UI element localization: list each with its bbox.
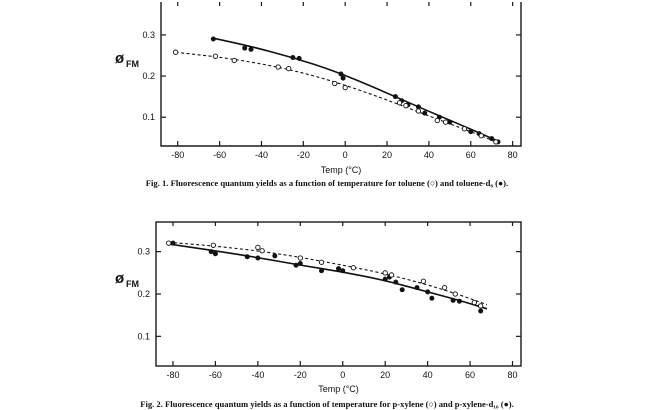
x-tick-label: 0 (340, 370, 346, 380)
open-data-point (173, 50, 177, 54)
open-data-point (443, 120, 447, 124)
x-axis-label: Temp (°C) (318, 384, 359, 394)
x-tick-label: -40 (254, 150, 268, 160)
y-tick-label: 0.1 (137, 331, 150, 342)
open-data-point (232, 58, 236, 62)
filled-data-point (336, 266, 340, 270)
open-data-point (333, 81, 337, 85)
filled-data-point (291, 55, 295, 59)
open-data-point (397, 101, 401, 105)
filled-data-point (339, 72, 343, 76)
x-tick-label: 80 (507, 150, 518, 160)
filled-data-point (383, 277, 387, 281)
x-tick-label: 20 (382, 150, 393, 160)
open-data-point (276, 65, 280, 69)
open-data-point (256, 245, 260, 249)
filled-data-point (298, 261, 302, 265)
x-tick-label: -20 (296, 150, 310, 160)
y-tick-label: 0.3 (137, 246, 150, 257)
filled-data-point (489, 136, 493, 140)
x-tick-label: -60 (208, 370, 222, 380)
filled-data-point (400, 288, 404, 292)
filled-data-point (213, 252, 217, 256)
open-data-point (479, 134, 483, 138)
filled-data-point (243, 46, 247, 50)
plot-frame (156, 222, 521, 366)
y-tick-label: 0.1 (142, 112, 155, 123)
figure-caption: Fig. 1. Fluorescence quantum yields as a function of temperature for toluene (○) and toluene-d₈ (●). (145, 178, 509, 188)
open-data-point (416, 109, 420, 113)
x-tick-label: 0 (342, 150, 348, 160)
open-data-point (286, 66, 290, 70)
filled-data-point (430, 296, 434, 300)
open-data-point (389, 273, 393, 277)
x-tick-label: -80 (166, 370, 180, 380)
open-data-point (442, 285, 446, 289)
open-data-point (319, 260, 323, 264)
filled-data-point (341, 269, 345, 273)
filled-data-point (273, 254, 277, 258)
x-axis-label: Temp (°C) (320, 165, 362, 175)
x-tick-label: 40 (422, 370, 433, 380)
x-tick-label: -20 (293, 370, 307, 380)
filled-data-point (256, 256, 260, 260)
filled-data-point (425, 290, 429, 294)
y-axis-label: ø (115, 50, 125, 67)
filled-data-point (451, 298, 455, 302)
chart-2 (115, 222, 521, 409)
filled-data-point (341, 76, 345, 80)
y-axis-label: ø (115, 270, 125, 287)
filled-data-point (297, 56, 301, 60)
chart-1 (115, 2, 521, 188)
series-2-fit-line (176, 52, 498, 143)
open-data-point (351, 266, 355, 270)
y-tick-label: 0.2 (137, 289, 150, 299)
open-data-point (383, 271, 387, 275)
open-data-point (167, 241, 171, 245)
filled-data-point (478, 309, 482, 313)
filled-data-point (211, 37, 215, 41)
y-tick-label: 0.2 (142, 71, 155, 82)
open-data-point (211, 243, 215, 247)
x-tick-label: 20 (380, 370, 391, 380)
open-data-point (343, 85, 347, 89)
filled-data-point (393, 94, 397, 98)
y-axis-label-subscript: FM (126, 279, 139, 289)
filled-data-point (294, 263, 298, 267)
open-data-point (421, 279, 425, 283)
y-tick-label: 0.3 (142, 29, 155, 40)
figure-caption: Fig. 2. Fluorescence quantum yields as a function of temperature for p-xylene (○) and p-xylene-d₁₀ (●). (140, 399, 514, 409)
open-data-point (478, 304, 482, 308)
open-data-point (260, 249, 264, 253)
x-tick-label: 60 (465, 370, 476, 380)
open-data-point (298, 256, 302, 260)
y-axis-label-subscript: FM (126, 59, 139, 69)
x-tick-label: 80 (507, 370, 518, 380)
x-tick-label: -60 (213, 150, 227, 160)
filled-data-point (457, 299, 461, 303)
open-data-point (453, 292, 457, 296)
filled-data-point (245, 255, 249, 259)
x-tick-label: 60 (465, 150, 476, 160)
x-tick-label: -40 (251, 370, 265, 380)
x-tick-label: 40 (423, 150, 434, 160)
open-data-point (213, 54, 217, 58)
open-data-point (472, 300, 476, 304)
filled-data-point (319, 269, 323, 273)
x-tick-label: -80 (171, 150, 185, 160)
filled-data-point (249, 47, 253, 51)
filled-data-point (209, 249, 213, 253)
filled-data-point (415, 285, 419, 289)
open-data-point (494, 140, 498, 144)
open-data-point (435, 118, 439, 122)
filled-data-point (394, 280, 398, 284)
open-data-point (462, 127, 466, 131)
open-data-point (404, 103, 408, 107)
